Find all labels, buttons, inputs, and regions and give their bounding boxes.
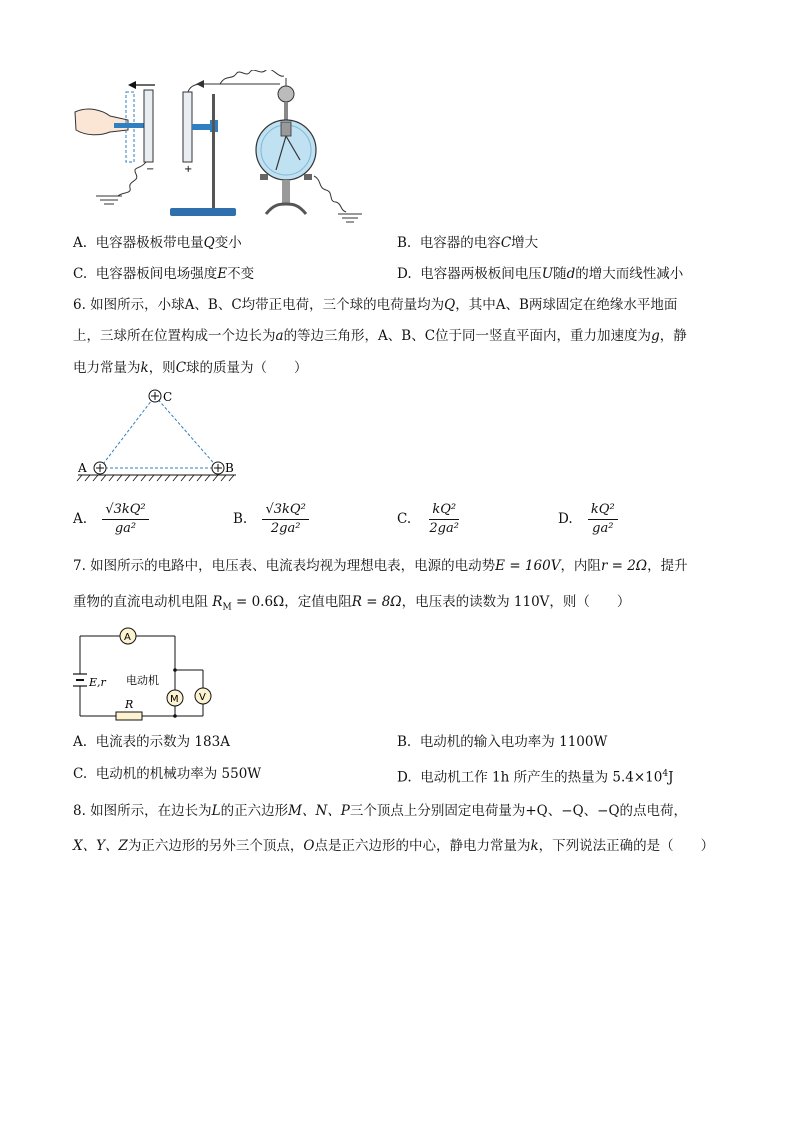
option-text: 不变: [227, 266, 255, 282]
q7-option-c[interactable]: C. 电动机的机械功率为 550W: [73, 766, 262, 782]
option-var: C: [500, 235, 512, 251]
q6-option-c[interactable]: C. $\frac{\text{kQ²}}{\text{2ga²}}$: [397, 498, 462, 540]
option-label: A.: [73, 235, 88, 251]
q7-stem-line1: 7. 如图所示的电路中，电压表、电流表均视为理想电表，电源的电动势E = 160V，内阻r = 2Ω，提升: [73, 558, 688, 574]
option-label: D.: [397, 266, 412, 282]
q8-stem-line2: X、Y、Z为正六边形的另外三个顶点，O点是正六边形的中心，静电力常量为k，下列说法正确的是（ ）: [73, 838, 715, 854]
option-text: 电容器两极板间电压: [420, 266, 542, 282]
q7-option-b[interactable]: B. 电动机的输入电功率为 1100W: [397, 734, 608, 750]
circuit-figure: [70, 624, 220, 722]
q6-option-d[interactable]: D. $\frac{\text{kQ²}}{\text{ga²}}$: [558, 498, 618, 540]
fraction: $\frac{\text{kQ²}}{\text{2ga²}}$: [429, 501, 459, 536]
option-text: 变小: [214, 235, 242, 251]
q6-option-a[interactable]: A. $\frac{\text{√3kQ²}}{\text{ga²}}$: [73, 498, 149, 540]
q6-stem-line3: 电力常量为k，则C球的质量为（ ）: [73, 360, 308, 376]
option-text: 电容器板间电场强度: [95, 266, 218, 282]
fraction: $\frac{\text{√3kQ²}}{\text{ga²}}$: [102, 502, 148, 537]
fraction: $\frac{\text{kQ²}}{\text{ga²}}$: [588, 502, 618, 537]
option-label: C.: [73, 266, 88, 282]
q5-option-a[interactable]: [73, 233, 242, 253]
q6-stem-line1: 6. 如图所示，小球A、B、C均带正电荷，三个球的电荷量均为Q，其中A、B两球固定在绝缘水平地面: [73, 297, 678, 313]
q5-option-c[interactable]: [73, 264, 254, 284]
motor-icon: M: [170, 694, 179, 705]
ammeter-icon: A: [124, 632, 131, 643]
option-var: Q: [203, 235, 215, 251]
resistor-label: R: [125, 698, 134, 711]
option-var: E: [217, 266, 228, 282]
q5-option-b[interactable]: [397, 233, 538, 253]
q6-stem-line2: 上，三球所在位置构成一个边长为a的等边三角形，A、B、C位于同一竖直平面内，重力加速度为g，静: [73, 328, 687, 344]
q8-stem-line1: 8. 如图所示，在边长为L的正六边形M、N、P三个顶点上分别固定电荷量为+Q、−Q、−Q的点电荷，: [73, 803, 688, 819]
capacitor-electroscope-figure: [70, 70, 370, 225]
q7-stem-line2: 重物的直流电动机电阻 $R_M = 0.6\Omega$，定值电阻R = 8Ω，电压表的读数为 110V，则（ ）: [73, 594, 631, 613]
option-text: 增大: [511, 235, 539, 251]
q7-option-d[interactable]: D. 电动机工作 1h 所产生的热量为 $5.4\times 10^4J$: [397, 769, 674, 786]
label-b: B: [225, 461, 234, 475]
option-var: d: [566, 266, 576, 282]
q6-option-b[interactable]: B. $\frac{\text{√3kQ²}}{\text{2ga²}}$: [233, 498, 309, 540]
fraction: $\frac{\text{√3kQ²}}{\text{2ga²}}$: [262, 502, 308, 537]
minus-sign: −: [146, 164, 155, 175]
triangle-charges-figure: [74, 384, 244, 486]
source-label: E,r: [89, 676, 106, 689]
option-var: U: [541, 266, 554, 282]
option-text: 电容器极板带电量: [95, 235, 204, 251]
option-label: B.: [397, 235, 412, 251]
option-text: 的增大而线性减小: [575, 266, 684, 282]
option-text: 随: [553, 266, 567, 282]
q7-option-a[interactable]: A. 电流表的示数为 183A: [73, 734, 230, 750]
motor-label: 电动机: [126, 674, 159, 687]
plus-sign: +: [184, 164, 193, 175]
q5-option-d[interactable]: [397, 264, 683, 284]
hand-illustration: [75, 109, 128, 135]
label-a: A: [78, 461, 87, 475]
voltmeter-icon: V: [199, 692, 206, 703]
option-text: 电容器的电容: [419, 235, 501, 251]
label-c: C: [163, 390, 173, 404]
